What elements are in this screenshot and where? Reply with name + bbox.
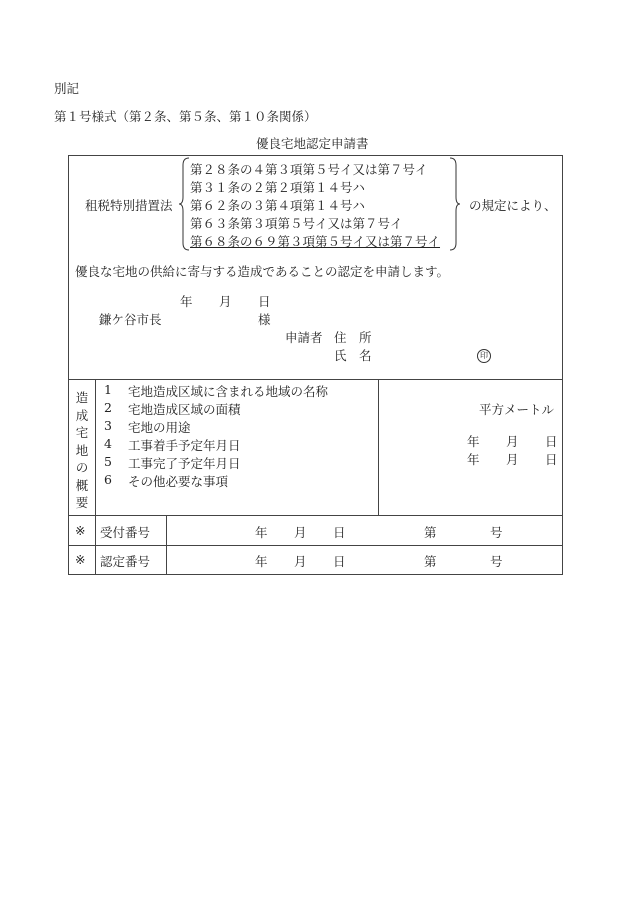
- overview-item-number: 6: [104, 472, 112, 487]
- overview-item-label: 宅地造成区域の面積: [128, 402, 241, 417]
- receipt-dai: 第: [424, 525, 437, 540]
- law-item: 第６２条の３第４項第１４号ハ: [190, 198, 366, 213]
- right-brace: [449, 157, 461, 251]
- overview-item-number: 4: [104, 436, 112, 451]
- overview-side-divider: [95, 379, 96, 575]
- table-top-border: [68, 155, 563, 156]
- section-divider: [68, 379, 563, 380]
- appendix-label: 別記: [54, 81, 80, 96]
- law-name: 租税特別措置法: [85, 198, 173, 213]
- overview-item-number: 3: [104, 418, 112, 433]
- overview-item-label: 宅地の用途: [128, 420, 191, 435]
- law-item: 第６８条の６９第３項第５号イ又は第７号イ: [190, 234, 441, 249]
- certification-go: 号: [490, 554, 503, 569]
- table-bottom-border: [68, 574, 563, 575]
- overview-item-number: 1: [104, 382, 112, 397]
- end-date-day: 日: [545, 452, 558, 467]
- application-statement: 優良な宅地の供給に寄与する造成であることの認定を申請します。: [75, 264, 450, 279]
- receipt-month: 月: [294, 525, 307, 540]
- date-month: 月: [219, 294, 232, 309]
- name-label: 氏 名: [334, 348, 372, 363]
- receipt-number-label: 受付番号: [100, 525, 151, 540]
- law-item: 第６３条第３項第５号イ又は第７号イ: [190, 216, 403, 231]
- overview-item-label: 宅地造成区域に含まれる地域の名称: [128, 384, 329, 399]
- certification-day: 日: [333, 554, 346, 569]
- receipt-year: 年: [255, 525, 268, 540]
- date-year: 年: [180, 294, 193, 309]
- left-brace: [178, 157, 190, 251]
- law-item: 第３１条の２第２項第１４号ハ: [190, 180, 366, 195]
- applicant-label: 申請者: [285, 330, 323, 345]
- office-row-divider: [68, 545, 563, 546]
- office-mark: ※: [75, 552, 86, 567]
- overview-side-label: [75, 389, 89, 512]
- certification-number-label: 認定番号: [100, 554, 151, 569]
- addressee: 鎌ケ谷市長: [99, 312, 162, 327]
- seal-mark: [477, 346, 491, 363]
- end-date-year: 年: [467, 452, 480, 467]
- certification-dai: 第: [424, 554, 437, 569]
- office-label-divider: [166, 515, 167, 575]
- side-label-char: 概: [75, 477, 89, 493]
- receipt-day: 日: [333, 525, 346, 540]
- certification-year: 年: [255, 554, 268, 569]
- side-label-char: 要: [75, 495, 89, 510]
- law-item: 第２８条の４第３項第５号イ又は第７号イ: [190, 162, 428, 177]
- side-label-char: 地: [75, 442, 89, 458]
- overview-item-label: 工事着手予定年月日: [128, 438, 241, 453]
- overview-item-label: 工事完了予定年月日: [128, 456, 241, 471]
- overview-column-divider: [378, 379, 379, 515]
- start-date-month: 月: [506, 434, 519, 449]
- honorific: 様: [258, 312, 271, 327]
- side-label-char: 成: [75, 407, 89, 423]
- office-mark: ※: [75, 523, 86, 538]
- area-unit: 平方メートル: [479, 402, 555, 417]
- overview-item-number: 2: [104, 400, 112, 415]
- certification-month: 月: [294, 554, 307, 569]
- address-label: 住 所: [334, 330, 372, 345]
- form-number: 第１号様式（第２条、第５条、第１０条関係）: [54, 109, 317, 124]
- overview-item-number: 5: [104, 454, 112, 469]
- end-date-month: 月: [506, 452, 519, 467]
- overview-item-label: その他必要な事項: [128, 474, 229, 489]
- side-label-char: 宅: [75, 425, 89, 440]
- start-date-day: 日: [545, 434, 558, 449]
- side-label-char: 造: [75, 390, 89, 405]
- receipt-go: 号: [490, 525, 503, 540]
- form-title: 優良宅地認定申請書: [256, 136, 369, 151]
- overview-bottom-border: [68, 515, 563, 516]
- side-label-char: の: [75, 460, 89, 475]
- seal-icon: 印: [477, 349, 491, 363]
- table-left-border: [68, 155, 69, 575]
- provision-suffix: の規定により、: [469, 198, 557, 213]
- date-day: 日: [258, 294, 271, 309]
- table-right-border: [562, 155, 563, 575]
- start-date-year: 年: [467, 434, 480, 449]
